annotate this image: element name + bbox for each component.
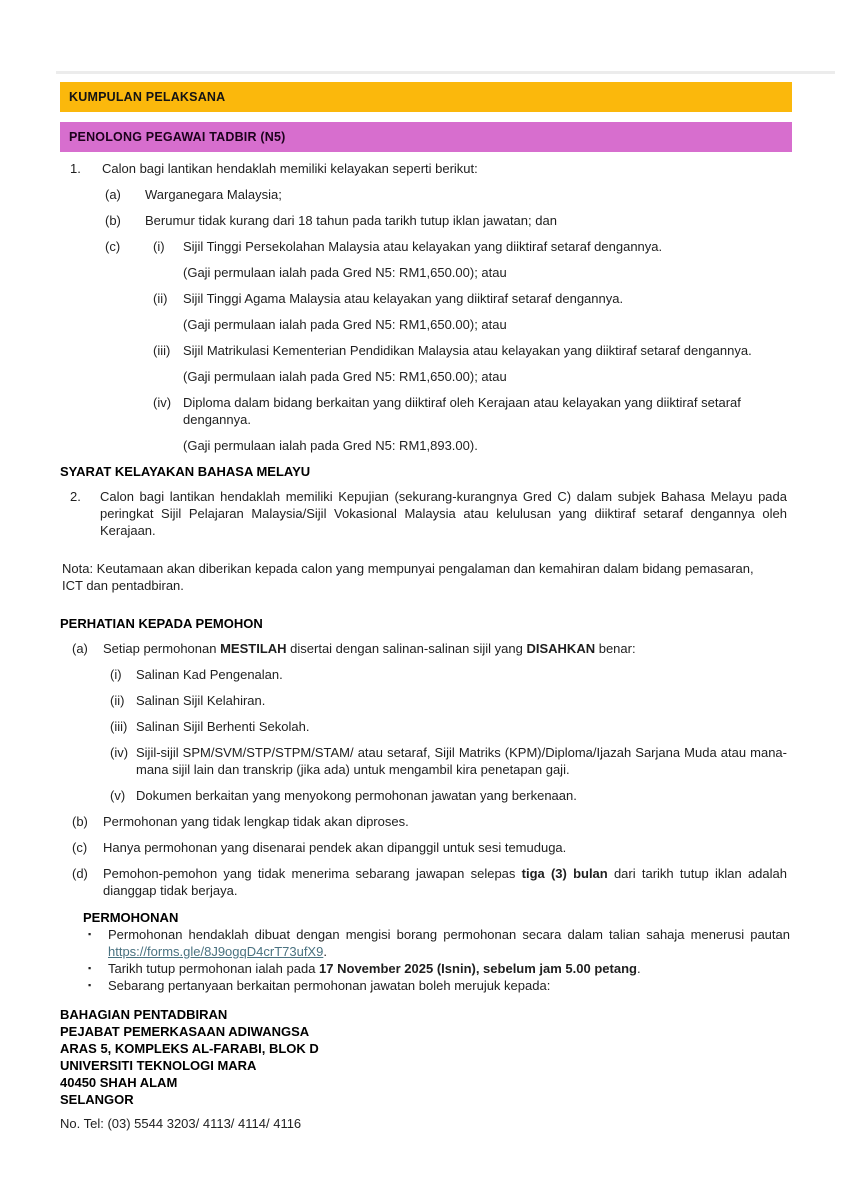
permohonan-bullet-3	[88, 977, 843, 994]
bullet-text: Sebarang pertanyaan berkaitan permohonan jawatan boleh merujuk kepada:	[108, 978, 551, 993]
section-heading-perhatian: PERHATIAN KEPADA PEMOHON	[60, 616, 263, 631]
item-sublabel: (iv)	[153, 395, 172, 410]
address-line: BAHAGIAN PENTADBIRAN	[60, 1007, 228, 1022]
top-divider	[56, 71, 835, 74]
section1-item-c-i	[105, 238, 843, 255]
banner-kumpulan-label: KUMPULAN PELAKSANA	[69, 89, 226, 104]
item-text: Salinan Sijil Kelahiran.	[136, 693, 266, 708]
item-label: (b)	[72, 814, 88, 829]
item-text: Permohonan yang tidak lengkap tidak akan diproses.	[103, 814, 409, 829]
item-text: Calon bagi lantikan hendaklah memiliki Kepujian (sekurang-kurangnya Gred C) dalam subjek Bahasa Melayu pada peringkat Sijil Pelajaran Malaysia/Sijil Vokasional Malaysia atau kelulusan yang diiktiraf setaraf dengannya oleh Kerajaan.	[100, 489, 787, 538]
section1-item-b	[105, 212, 843, 229]
text-run: Tarikh tutup permohonan ialah pada	[108, 961, 320, 976]
address-line: PEJABAT PEMERKASAAN ADIWANGSA	[60, 1024, 310, 1039]
section1-item-c-iii	[153, 342, 843, 359]
item-text	[103, 865, 787, 899]
item-label: (c)	[72, 840, 88, 855]
item-sublabel: (v)	[110, 788, 126, 803]
item-text: Sijil-sijil SPM/SVM/STP/STPM/STAM/ atau setaraf, Sijil Matriks (KPM)/Diploma/Ijazah Sarjana Muda atau mana-mana sijil lain dan transkrip (jika ada) untuk mengambil kira penetapan gaji.	[136, 745, 787, 777]
text-run-bold: tiga (3) bulan	[521, 866, 608, 881]
gaji-note	[183, 316, 843, 333]
item-text: Salinan Sijil Berhenti Sekolah.	[136, 719, 310, 734]
section-heading-syarat: SYARAT KELAYAKAN BAHASA MELAYU	[60, 464, 311, 479]
item-text: Hanya permohonan yang disenarai pendek akan dipanggil untuk sesi temuduga.	[103, 840, 567, 855]
item-sublabel: (iv)	[110, 745, 129, 760]
item-sublabel: (ii)	[153, 291, 168, 306]
gaji-text: (Gaji permulaan ialah pada Gred N5: RM1,650.00); atau	[183, 369, 507, 384]
section1-intro	[70, 160, 843, 177]
item-label: (c)	[105, 239, 121, 254]
perhatian-item-b	[72, 813, 843, 830]
gaji-text: (Gaji permulaan ialah pada Gred N5: RM1,650.00); atau	[183, 317, 507, 332]
section1-item-c-ii	[153, 290, 843, 307]
gaji-note	[183, 264, 843, 281]
perhatian-item-a-i	[110, 666, 843, 683]
text-run-bold: 17 November 2025 (Isnin), sebelum jam 5.00 petang	[319, 961, 637, 976]
perhatian-item-d	[72, 865, 843, 899]
item-text: Warganegara Malaysia;	[145, 187, 282, 202]
text-run: Permohonan hendaklah dibuat dengan mengisi borang permohonan secara dalam talian sahaja menerusi pautan	[108, 927, 790, 942]
item-text: Calon bagi lantikan hendaklah memiliki kelayakan seperti berikut:	[102, 161, 478, 176]
perhatian-item-a-iii	[110, 718, 843, 735]
address-line: 40450 SHAH ALAM	[60, 1075, 178, 1090]
perhatian-item-a	[72, 640, 843, 657]
item-label: (a)	[72, 641, 88, 656]
perhatian-item-c	[72, 839, 843, 856]
gaji-text: (Gaji permulaan ialah pada Gred N5: RM1,893.00).	[183, 438, 478, 453]
bullet-text	[108, 926, 790, 960]
text-run: dari tarikh tutup iklan adalah dianggap tidak berjaya.	[103, 866, 787, 898]
item-sublabel: (iii)	[110, 719, 128, 734]
gaji-note	[183, 368, 843, 385]
address-line: SELANGOR	[60, 1092, 134, 1107]
tel-line: No. Tel: (03) 5544 3203/ 4113/ 4114/ 4116	[60, 1116, 302, 1131]
text-run: disertai dengan salinan-salinan sijil yang	[286, 641, 527, 656]
item-sublabel: (i)	[110, 667, 122, 682]
nota-text: Nota: Keutamaan akan diberikan kepada calon yang mempunyai pengalaman dan kemahiran dalam bidang pemasaran, ICT dan pentadbiran.	[62, 561, 754, 593]
text-run: .	[636, 961, 641, 976]
permohonan-bullet-1	[88, 926, 843, 960]
section1-item-c-iv	[153, 394, 843, 428]
item-text: Salinan Kad Pengenalan.	[136, 667, 283, 682]
item-text: Sijil Tinggi Agama Malaysia atau kelayakan yang diiktiraf setaraf dengannya.	[183, 291, 624, 306]
text-run: Setiap permohonan	[103, 641, 221, 656]
section2-item	[70, 488, 843, 539]
item-text: Sijil Matrikulasi Kementerian Pendidikan Malaysia atau kelayakan yang diiktiraf setaraf dengannya.	[183, 343, 752, 358]
address-block	[60, 1006, 843, 1108]
text-run: benar:	[595, 641, 636, 656]
square-bullet-icon: ▪	[88, 929, 92, 939]
item-sublabel: (iii)	[153, 343, 171, 358]
item-text: Dokumen berkaitan yang menyokong permohonan jawatan yang berkenaan.	[136, 788, 577, 803]
bullet-text	[108, 960, 790, 977]
item-number: 1.	[70, 161, 81, 176]
item-label: (b)	[105, 213, 121, 228]
item-text: Sijil Tinggi Persekolahan Malaysia atau kelayakan yang diiktiraf setaraf dengannya.	[183, 239, 663, 254]
perhatian-item-a-ii	[110, 692, 843, 709]
item-text: Berumur tidak kurang dari 18 tahun pada tarikh tutup iklan jawatan; dan	[145, 213, 557, 228]
text-run-bold: DISAHKAN	[526, 641, 596, 656]
application-form-link[interactable]: https://forms.gle/8J9ogqD4crT73ufX9	[108, 944, 324, 959]
item-text	[103, 640, 636, 657]
text-run: .	[323, 944, 327, 959]
square-bullet-icon: ▪	[88, 963, 92, 973]
square-bullet-icon: ▪	[88, 980, 92, 990]
section-heading-permohonan: PERMOHONAN	[83, 910, 179, 925]
item-sublabel: (i)	[153, 239, 165, 254]
banner-jawatan-label: PENOLONG PEGAWAI TADBIR (N5)	[69, 129, 286, 144]
banner-jawatan	[60, 122, 792, 152]
item-label: (a)	[105, 187, 121, 202]
address-line: ARAS 5, KOMPLEKS AL-FARABI, BLOK D	[60, 1041, 319, 1056]
item-number: 2.	[70, 489, 81, 504]
perhatian-item-a-iv	[110, 744, 843, 778]
address-line: UNIVERSITI TEKNOLOGI MARA	[60, 1058, 257, 1073]
text-run-bold: MESTILAH	[220, 641, 287, 656]
text-run: Pemohon-pemohon yang tidak menerima sebarang jawapan selepas	[103, 866, 522, 881]
section1-item-a	[105, 186, 843, 203]
item-sublabel: (ii)	[110, 693, 125, 708]
item-label: (d)	[72, 866, 88, 881]
banner-kumpulan-pelaksana	[60, 82, 792, 112]
permohonan-bullet-2	[88, 960, 843, 977]
gaji-text: (Gaji permulaan ialah pada Gred N5: RM1,650.00); atau	[183, 265, 507, 280]
gaji-note	[183, 437, 843, 454]
perhatian-item-a-v	[110, 787, 843, 804]
item-text: Diploma dalam bidang berkaitan yang diiktiraf oleh Kerajaan atau kelayakan yang diiktiraf setaraf dengannya.	[183, 395, 741, 427]
